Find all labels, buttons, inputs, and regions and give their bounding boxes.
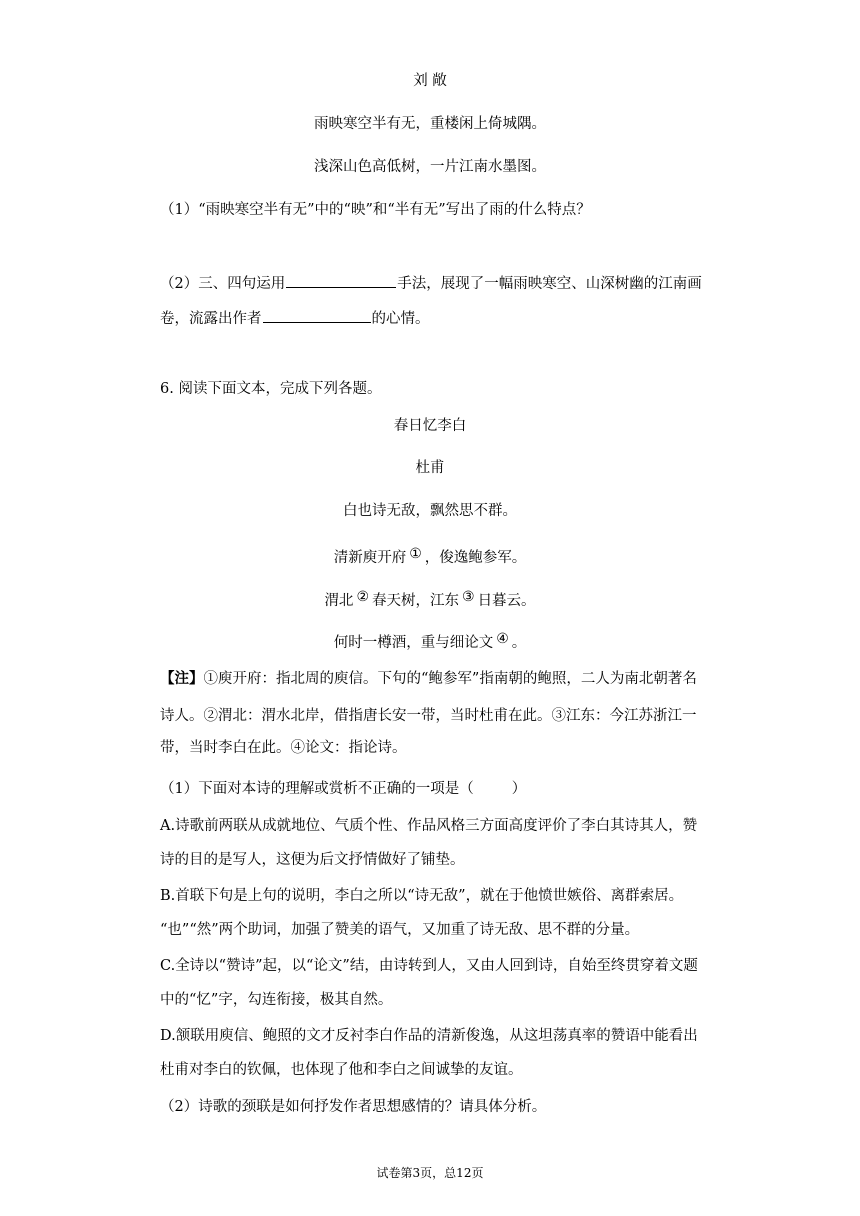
question-text: （1）“雨映寒空半有无”中的“映”和“半有无”写出了雨的什么特点？ — [160, 202, 591, 218]
question-text — [160, 272, 702, 294]
footnote-mark: ③ — [462, 589, 475, 605]
footnote-mark: ① — [409, 546, 422, 562]
poem-part: 何时一樽酒，重与细论文 — [333, 635, 494, 651]
option-c-cont: 中的“忆”字，勾连衔接，极其自然。 — [160, 992, 393, 1008]
question-part: （1）下面对本诗的理解或赏析不正确的一项是（ — [160, 781, 474, 797]
note-line — [160, 669, 697, 689]
poem-line — [0, 629, 860, 653]
poem-line: 雨映寒空半有无，重楼闲上倚城隅。 — [314, 116, 546, 132]
note-line: 带，当时李白在此。④论文：指论诗。 — [160, 740, 407, 756]
question-part: 卷，流露出作者 — [160, 311, 262, 327]
poem-author: 刘 敞 — [413, 73, 447, 89]
poem-part: ，俊逸鲍参军。 — [424, 550, 527, 566]
poem-line: 浅深山色高低树，一片江南水墨图。 — [314, 159, 546, 175]
question-text: （2）诗歌的颈联是如何抒发作者思想感情的？请具体分析。 — [160, 1099, 547, 1115]
poem-part: 清新庾开府 — [333, 550, 407, 566]
option-a: A.诗歌前两联从成就地位、气质个性、作品风格三方面高度评价了李白其诗其人，赞 — [160, 818, 698, 834]
page-footer: 试卷第3页，总12页 — [376, 1166, 484, 1180]
answer-blank — [263, 307, 371, 323]
poem-part: 。 — [511, 635, 527, 651]
footnote-mark: ② — [356, 589, 369, 605]
question-heading: 6. 阅读下面文本，完成下列各题。 — [160, 381, 382, 397]
question-part: （2）三、四句运用 — [160, 276, 286, 292]
question-text — [160, 779, 526, 799]
option-d-cont: 杜甫对李白的钦佩，也体现了他和李白之间诚挚的友谊。 — [160, 1062, 523, 1078]
option-b: B.首联下句是上句的说明，李白之所以“诗无敌”，就在于他愤世嫉俗、离群索居。 — [160, 888, 684, 904]
question-part: ） — [511, 781, 527, 797]
poem-part: 春天树，江东 — [372, 593, 459, 609]
poem-line — [0, 544, 860, 568]
option-b-cont: “也”“然”两个助词，加强了赞美的语气，又加重了诗无敌、思不群的分量。 — [160, 922, 640, 938]
answer-blank — [286, 272, 396, 288]
note-line: 诗人。②渭北：渭水北岸，借指唐长安一带，当时杜甫在此。③江东：今江苏浙江一 — [160, 708, 697, 724]
option-d: D.颔联用庾信、鲍照的文才反衬李白作品的清新俊逸，从这坦荡真率的赞语中能看出 — [160, 1028, 698, 1044]
note-text: ①庾开府：指北周的庾信。下句的“鲍参军”指南朝的鲍照，二人为南北朝著名 — [203, 671, 697, 687]
poem-part: 日暮云。 — [477, 593, 536, 609]
poem-line — [0, 587, 860, 611]
poem-part: 渭北 — [324, 593, 354, 609]
note-label: 【注】 — [160, 670, 204, 687]
option-c: C.全诗以“赞诗”起，以“论文”结，由诗转到人，又由人回到诗，自始至终贯穿着文题 — [160, 958, 698, 974]
question-part: 的心情。 — [371, 311, 430, 327]
poem-title: 春日忆李白 — [393, 418, 467, 434]
question-part: 手法，展现了一幅雨映寒空、山深树幽的江南画 — [397, 276, 702, 292]
question-text — [160, 307, 430, 329]
poem-author: 杜甫 — [415, 460, 445, 476]
option-a-cont: 诗的目的是写人，这便为后文抒情做好了铺垫。 — [160, 852, 465, 868]
footnote-mark: ④ — [496, 631, 509, 647]
poem-line: 白也诗无敌，飘然思不群。 — [343, 503, 517, 519]
